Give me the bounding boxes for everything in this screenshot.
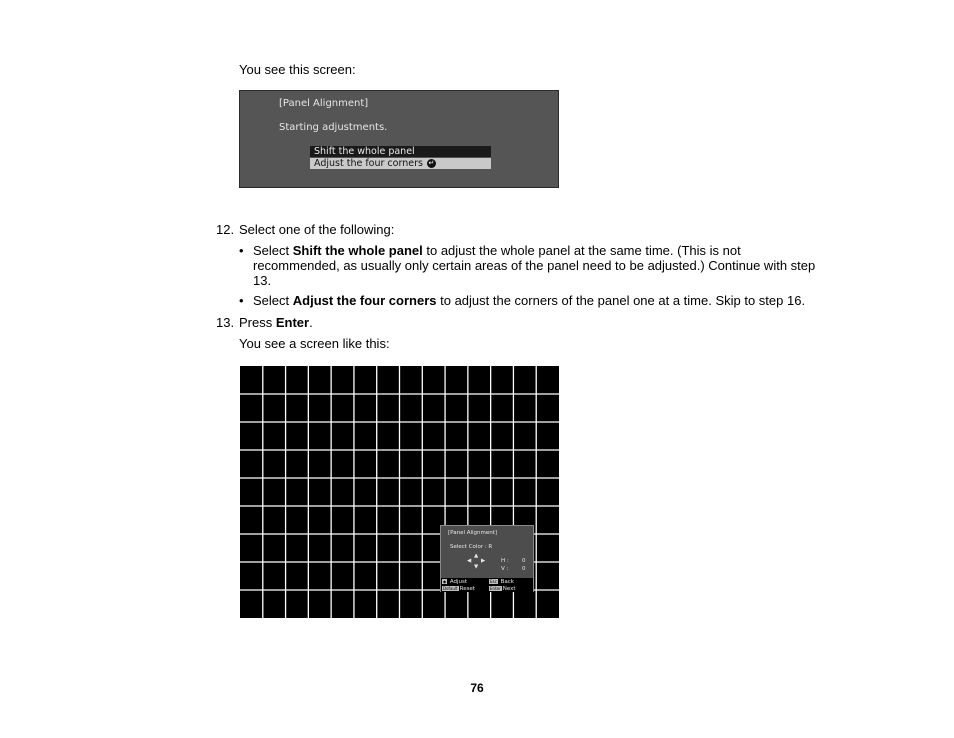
osd-adjust-hint: ◆ Adjust (443, 579, 468, 585)
osd-title: [Panel Alignment] (448, 530, 498, 536)
osd-h-value: 0 (522, 558, 526, 564)
esc-key-icon: Esc (490, 579, 497, 584)
bold-adjust-four-corners: Adjust the four corners (292, 293, 437, 308)
osd-back-hint: Esc Back (490, 579, 514, 585)
osd-v-value: 0 (522, 566, 526, 572)
panel-alignment-grid-screen (240, 366, 559, 618)
step12-number: 12. (216, 222, 235, 237)
osd-key-guide (441, 578, 533, 592)
step13-number: 13. (216, 315, 235, 330)
step12-text: Select one of the following: (239, 222, 395, 237)
screen1-title: [Panel Alignment] (279, 98, 369, 109)
screen1-subtitle: Starting adjustments. (279, 122, 388, 133)
osd-select-color: Select Color : R (450, 544, 493, 550)
arrows-key-icon: ◆ (443, 579, 447, 584)
enter-key-icon: Enter (490, 586, 501, 591)
bold-enter: Enter (275, 315, 310, 330)
bold-shift-whole-panel: Shift the whole panel (292, 243, 423, 258)
arrow-left-icon: ◀ (467, 558, 472, 564)
intro-text: You see this screen: (239, 62, 356, 77)
menu-option-adjust-four-corners[interactable]: Adjust the four corners ↵ (310, 158, 491, 169)
step13-text: Press Enter. (239, 315, 313, 330)
page-number: 76 (470, 681, 484, 695)
panel-alignment-osd (440, 525, 534, 592)
enter-icon: ↵ (428, 159, 435, 167)
menu-option-shift-whole-panel[interactable]: Shift the whole panel (310, 146, 491, 157)
default-key-icon: Default (443, 586, 458, 591)
bullet-shift-whole-panel: Select Shift the whole panel to adjust the whole panel at the same time. (This is not recommended, as usually only certain areas of the panel need to be adjusted.) Continue with step 13. (253, 243, 816, 288)
arrow-down-icon: ▼ (474, 564, 479, 570)
arrow-up-icon: ▲ (474, 553, 479, 559)
bullet-icon: • (239, 293, 244, 308)
step13-subtext: You see a screen like this: (239, 336, 390, 351)
bullet-adjust-four-corners: Select Adjust the four corners to adjust the corners of the panel one at a time. Skip to step 16. (253, 293, 806, 308)
arrow-right-icon: ▶ (481, 558, 486, 564)
osd-h-label: H : (501, 558, 509, 564)
panel-alignment-screen-start (239, 90, 559, 188)
bullet-icon: • (239, 243, 244, 258)
osd-next-hint: Enter Next (490, 586, 516, 592)
osd-reset-hint: Default Reset (443, 586, 475, 592)
osd-v-label: V : (501, 566, 509, 572)
